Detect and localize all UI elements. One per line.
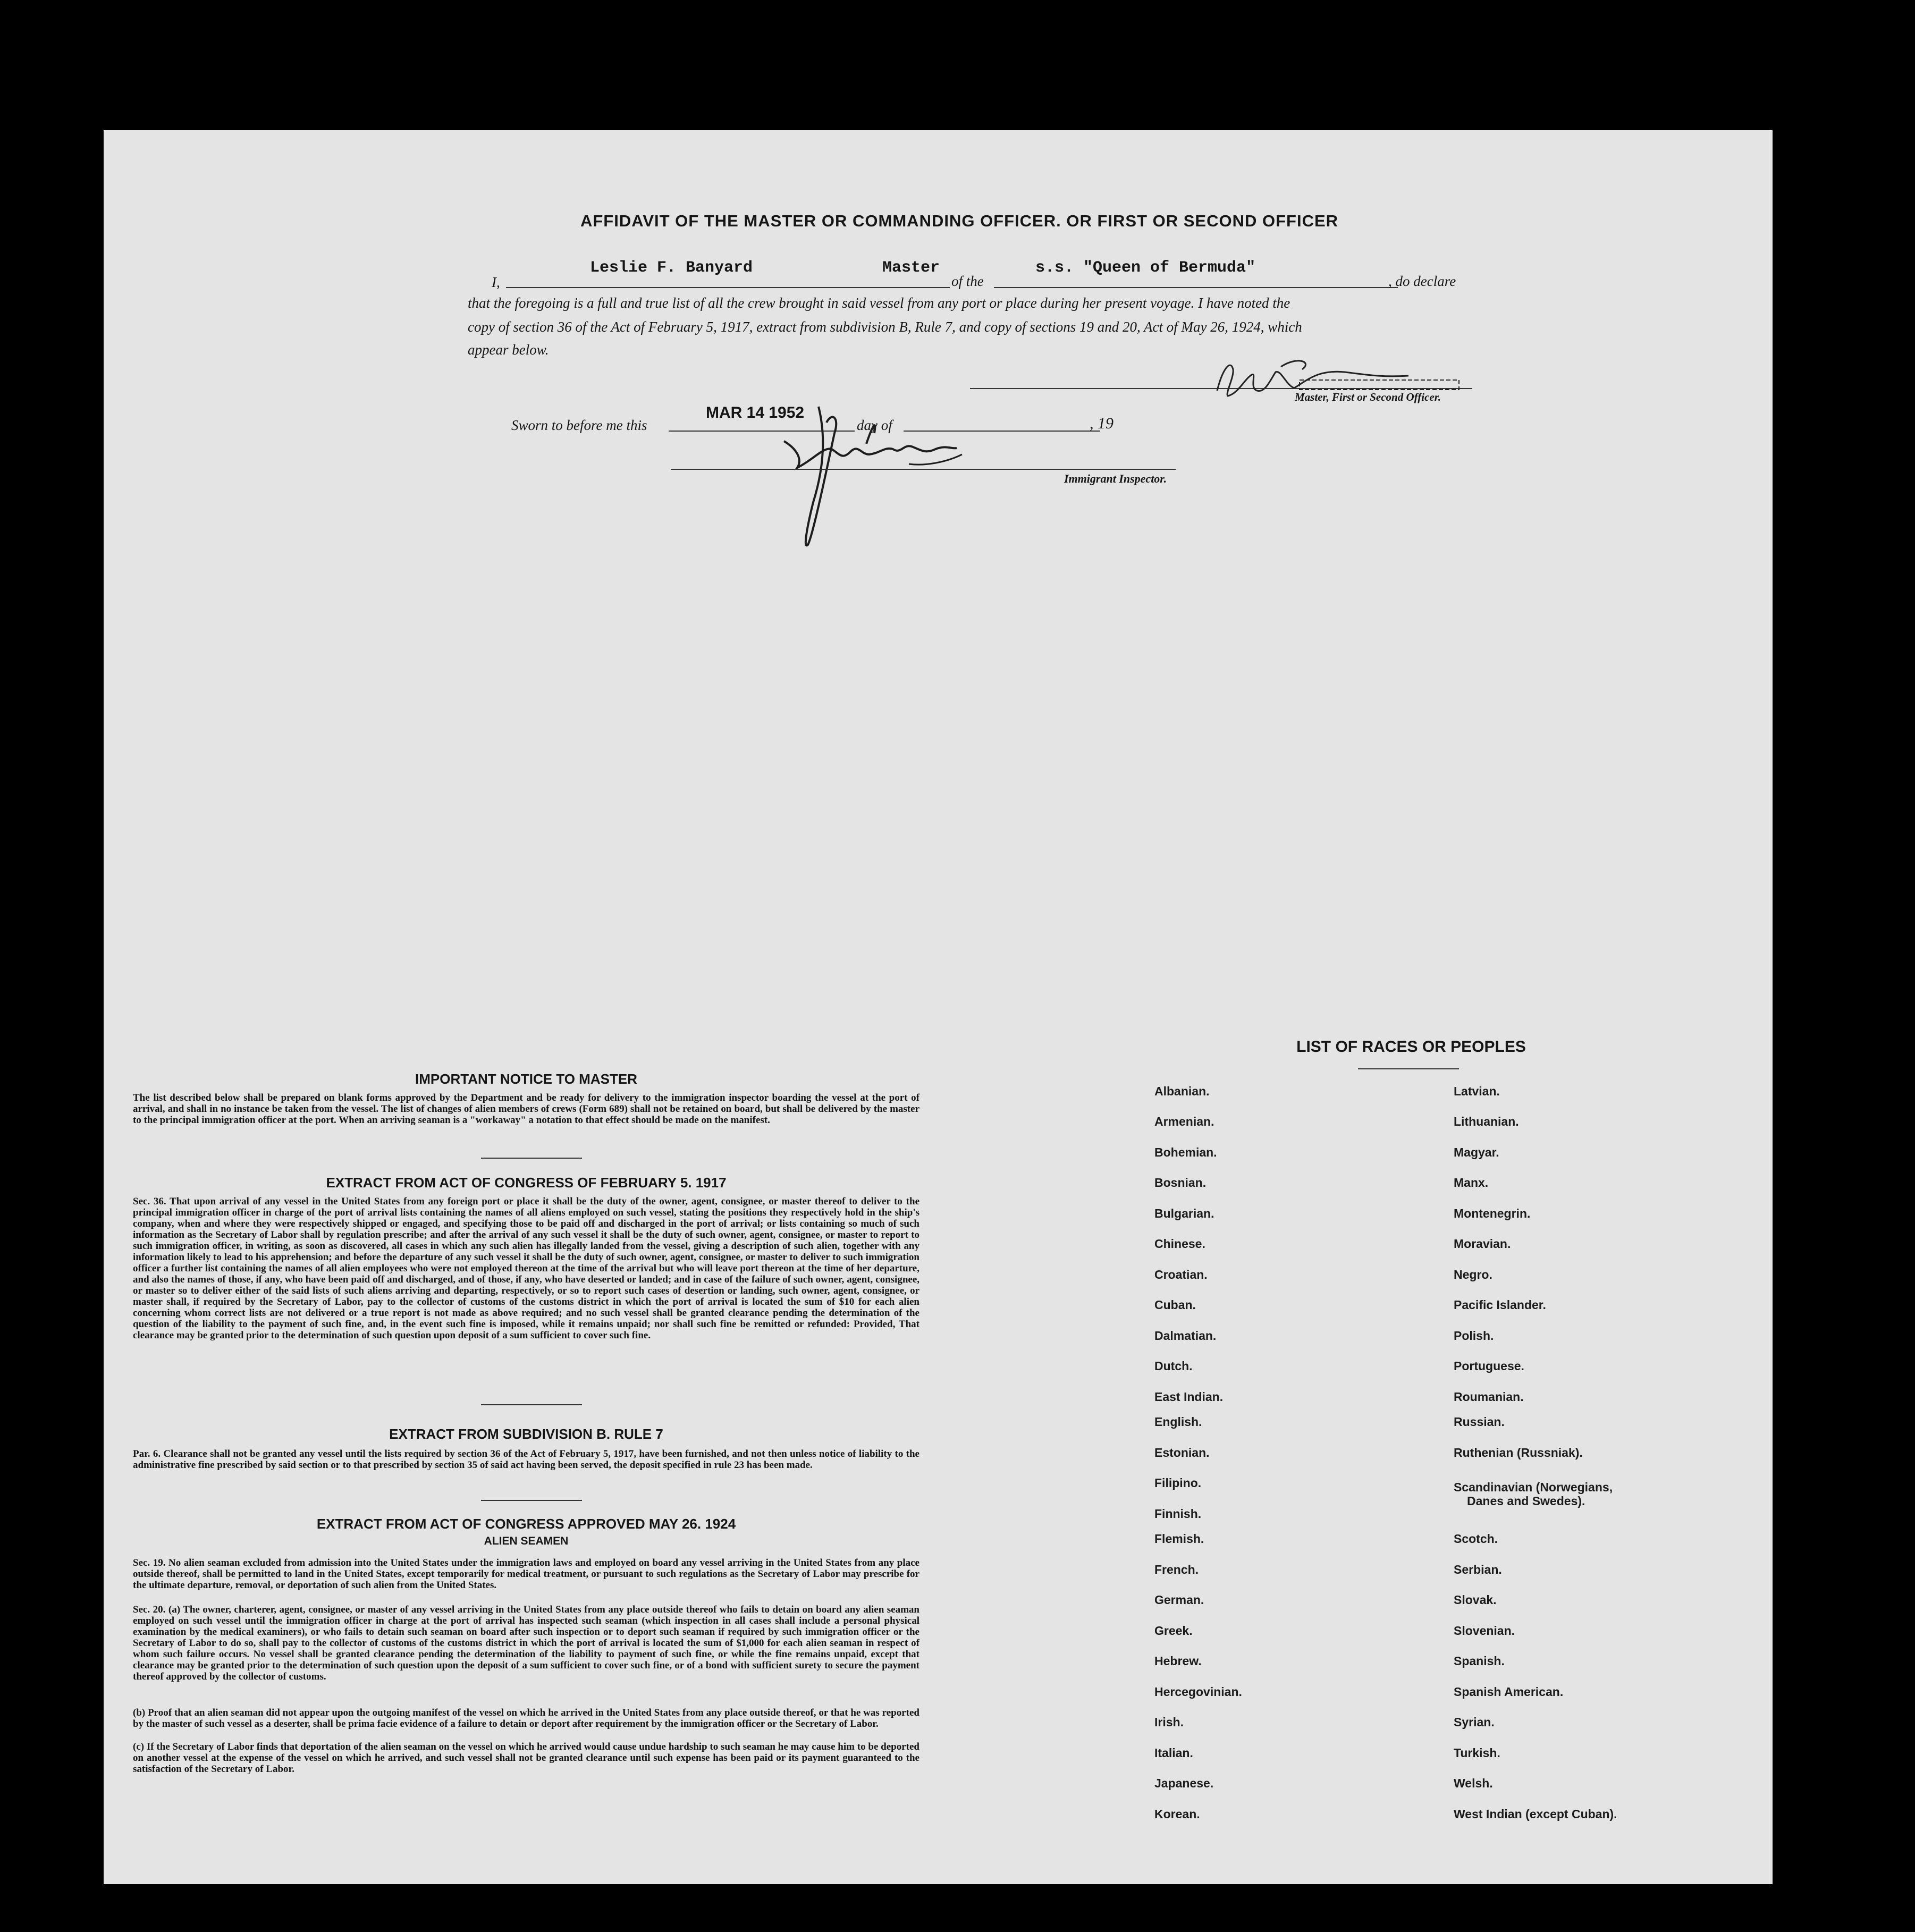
sworn-label: Sworn to before me this bbox=[511, 417, 647, 433]
master-caption: Master, First or Second Officer. bbox=[1295, 391, 1441, 403]
punch-hole bbox=[1832, 1241, 1857, 1266]
race-item: Danes and Swedes). bbox=[1467, 1494, 1585, 1508]
race-item: Irish. bbox=[1154, 1715, 1184, 1729]
race-item: East Indian. bbox=[1154, 1390, 1224, 1404]
race-item: Ruthenian (Russniak). bbox=[1454, 1446, 1583, 1459]
race-item: Manx. bbox=[1454, 1176, 1489, 1189]
affidavit-body-1: that the foregoing is a full and true list of all the crew brought in said vessel from any port or place during her present voyage. I have noted the bbox=[468, 295, 1290, 311]
notice-title: IMPORTANT NOTICE TO MASTER bbox=[415, 1071, 637, 1087]
race-item: Japanese. bbox=[1154, 1776, 1214, 1790]
race-item: Welsh. bbox=[1454, 1776, 1493, 1790]
race-item: French. bbox=[1154, 1563, 1199, 1576]
race-item: Spanish American. bbox=[1454, 1685, 1564, 1699]
race-item: Filipino. bbox=[1154, 1476, 1202, 1490]
race-item: Russian. bbox=[1454, 1415, 1505, 1429]
punch-hole bbox=[1833, 1594, 1858, 1620]
race-item: Syrian. bbox=[1454, 1715, 1495, 1729]
races-title-rule bbox=[1358, 1068, 1459, 1069]
race-item: Bohemian. bbox=[1154, 1145, 1217, 1159]
race-item: Cuban. bbox=[1154, 1298, 1196, 1312]
race-item: Portuguese. bbox=[1454, 1359, 1524, 1373]
punch-hole bbox=[1834, 214, 1859, 239]
race-item: Montenegrin. bbox=[1454, 1207, 1531, 1220]
notice-text: The list described below shall be prepared on blank forms approved by the Department and be ready for delivery to the immigration inspector boarding the vessel at the port of arrival, and shall in no instance be taken from the vessel. The list of changes of alien members of crews (Form 689) shall not be retained on board, but shall be delivered by the master to the principal immigration officer at the port. When an arriving seaman is a "workaway" a notation to that effect should be made on the manifest. bbox=[133, 1092, 919, 1126]
do-declare-label: , do declare bbox=[1388, 273, 1456, 289]
master-rank: Master bbox=[882, 259, 940, 277]
inspector-signature-line bbox=[671, 469, 1176, 470]
vessel-line bbox=[994, 287, 1398, 288]
race-item: West Indian (except Cuban). bbox=[1454, 1807, 1617, 1821]
race-item: Slovenian. bbox=[1454, 1624, 1515, 1638]
race-item: Italian. bbox=[1154, 1746, 1193, 1760]
divider bbox=[481, 1500, 582, 1501]
divider bbox=[481, 1404, 582, 1405]
extract-1917-title: EXTRACT FROM ACT OF CONGRESS OF FEBRUARY 5. 1917 bbox=[326, 1175, 727, 1191]
race-item: Hercegovinian. bbox=[1154, 1685, 1242, 1699]
extract-rule7-text: Par. 6. Clearance shall not be granted any vessel until the lists required by section 36 of the Act of February 5, 1917, have been furnished, and not then unless notice of liability to the administrative fine prescribed by said section or to that prescribed by section 35 of said act having been served, the deposit specified in rule 23 has been made. bbox=[133, 1448, 919, 1471]
race-item: Roumanian. bbox=[1454, 1390, 1524, 1404]
punch-hole bbox=[1832, 1677, 1857, 1703]
race-item: Polish. bbox=[1454, 1329, 1494, 1343]
sworn-date: MAR 14 1952 bbox=[706, 404, 805, 421]
race-item: Moravian. bbox=[1454, 1237, 1511, 1251]
extract-1924-sec20c: (c) If the Secretary of Labor finds that deportation of the alien seaman on the vessel on which he arrived would cause undue hardship to such seaman he may cause him to be deported on another vessel at the expense of the vessel on which he arrived, and such vessel shall not be granted clearance until such expense has been paid or its payment guaranteed to the satisfaction of the Secretary of Labor. bbox=[133, 1741, 919, 1775]
race-item: Finnish. bbox=[1154, 1507, 1202, 1521]
inspector-signature bbox=[733, 396, 1031, 555]
race-item: Turkish. bbox=[1454, 1746, 1500, 1760]
race-item: Greek. bbox=[1154, 1624, 1193, 1638]
race-item: Lithuanian. bbox=[1454, 1115, 1519, 1128]
punch-hole bbox=[1834, 267, 1859, 292]
punch-hole bbox=[1832, 391, 1857, 417]
race-item: Scandinavian (Norwegians, bbox=[1454, 1480, 1613, 1494]
race-item: German. bbox=[1154, 1593, 1204, 1607]
race-item: Dutch. bbox=[1154, 1359, 1193, 1373]
race-item: Magyar. bbox=[1454, 1145, 1499, 1159]
race-item: Pacific Islander. bbox=[1454, 1298, 1546, 1312]
inspector-caption: Immigrant Inspector. bbox=[1064, 472, 1167, 485]
race-item: Serbian. bbox=[1454, 1563, 1502, 1576]
extract-1917-text: Sec. 36. That upon arrival of any vessel in the United States from any foreign port or place it shall be the duty of the owner, agent, consignee, or master thereof to deliver to the principal immigration officer in charge of the port of arrival lists containing the names of all aliens employed on such vessel, stating the positions they respectively hold in the ship's company, when and where they were respectively shipped or engaged, and specifying those to be paid off and discharged in the port of arrival; or lists containing so much of such information as the Secretary of Labor shall by regulation prescribe; and after the arrival of any such vessel it shall be the duty of such owner, agent, consignee, or master to report to such immigration officer, in writing, as soon as discovered, all cases in which any such alien has illegally landed from the vessel, giving a description of such alien, together with any information likely to lead to his apprehension; and before the departure of any such vessel it shall be the duty of such owner, agent, consignee, or master to deliver to such immigration officer a further list containing the names of all alien employees who were not employed thereon at the time of the arrival but who will leave port thereon at the time of her departure, and also the names of those, if any, who have been paid off and discharged, and of those, if any, who have deserted or landed; and in case of the failure of such owner, agent, consignee, or master so to deliver either of the said lists of such aliens arriving and departing, respectively, or so to report such cases of desertion or landing, such owner, agent, consignee, or master shall, if required by the Secretary of Labor, pay to the collector of customs of the customs district in which the port of arrival is located the sum of $10 for each alien concerning whom correct lists are not delivered or a true report is not made as above required; and no such vessel shall be granted clearance pending the determination of the question of the liability to the payment of such fine, and, in the event such fine is imposed, while it remains unpaid; nor shall such fine be remitted or refunded: Provided, That clearance may be granted prior to the determination of such question upon deposit of a sum sufficient to cover such fine. bbox=[133, 1196, 919, 1341]
race-item: English. bbox=[1154, 1415, 1202, 1429]
races-title: LIST OF RACES OR PEOPLES bbox=[1296, 1038, 1526, 1056]
race-item: Latvian. bbox=[1454, 1084, 1500, 1098]
race-item: Armenian. bbox=[1154, 1115, 1214, 1128]
race-item: Chinese. bbox=[1154, 1237, 1205, 1251]
vessel-name: s.s. "Queen of Bermuda" bbox=[1035, 259, 1256, 277]
race-item: Korean. bbox=[1154, 1807, 1200, 1821]
extract-1924-sec19: Sec. 19. No alien seaman excluded from admission into the United States under the immigration laws and employed on board any vessel arriving in the United States from any place outside thereof, shall be permitted to land in the United States, except temporarily for medical treatment, or pursuant to such regulations as the Secretary of Labor may prescribe for the ultimate departure, removal, or deportation of such alien from the United States. bbox=[133, 1557, 919, 1591]
punch-hole bbox=[1832, 1327, 1857, 1352]
race-item: Croatian. bbox=[1154, 1268, 1208, 1281]
race-item: Spanish. bbox=[1454, 1654, 1505, 1668]
race-item: Albanian. bbox=[1154, 1084, 1210, 1098]
prefix-i: I, bbox=[492, 274, 500, 290]
extract-rule7-title: EXTRACT FROM SUBDIVISION B. RULE 7 bbox=[389, 1426, 663, 1442]
race-item: Dalmatian. bbox=[1154, 1329, 1217, 1343]
race-item: Estonian. bbox=[1154, 1446, 1210, 1459]
extract-1924-subtitle: ALIEN SEAMEN bbox=[484, 1535, 569, 1547]
race-item: Slovak. bbox=[1454, 1593, 1497, 1607]
of-the-label: of the bbox=[951, 273, 984, 289]
day-of-label: day of bbox=[857, 417, 892, 433]
extract-1924-sec20b: (b) Proof that an alien seaman did not appear upon the outgoing manifest of the vessel on which he arrived in the United States from any place outside thereof, or that he was reported by the master of such vessel as a deserter, shall be prima facie evidence of a failure to detain or deport after requirement by the immigration officer or the Secretary of Labor. bbox=[133, 1707, 919, 1729]
race-item: Negro. bbox=[1454, 1268, 1492, 1281]
race-item: Scotch. bbox=[1454, 1532, 1498, 1546]
punch-hole bbox=[1828, 306, 1857, 335]
race-item: Flemish. bbox=[1154, 1532, 1204, 1546]
name-line bbox=[506, 287, 950, 288]
affidavit-title: AFFIDAVIT OF THE MASTER OR COMMANDING OFFICER. OR FIRST OR SECOND OFFICER bbox=[580, 212, 1339, 230]
extract-1924-sec20a: Sec. 20. (a) The owner, charterer, agent, consignee, or master of any vessel arriving in the United States from any place outside thereof who fails to detain on board any alien seaman employed on such vessel until the immigration officer in charge at the port of arrival has inspected such seaman (which inspection in all cases shall include a personal physical examination by the medical examiners), or who fails to detain such seaman on board after such inspection or to deport such seaman if required by such immigration officer or the Secretary of Labor to do so, shall pay to the collector of customs of the customs district in which the port of arrival is located the sum of $1,000 for each alien seaman in respect of whom such failure occurs. No vessel shall be granted clearance pending the determination of the liability to payment of such fine, or while the fine remains unpaid, except that clearance may be granted prior to the determination of such question upon the deposit of a sum sufficient to cover such fine, or of a bond with sufficient surety to secure the payment thereof approved by the collector of customs. bbox=[133, 1604, 919, 1682]
master-name: Leslie F. Banyard bbox=[590, 259, 753, 277]
affidavit-body-2: copy of section 36 of the Act of February 5, 1917, extract from subdivision B, Rule 7, and copy of sections 19 and 20, Act of May 26, 1924, which bbox=[468, 319, 1302, 335]
divider bbox=[481, 1158, 582, 1159]
punch-hole bbox=[1830, 743, 1856, 769]
affidavit-body-3: appear below. bbox=[468, 342, 549, 358]
extract-1924-title: EXTRACT FROM ACT OF CONGRESS APPROVED MAY 26. 1924 bbox=[316, 1516, 736, 1532]
year-label: , 19 bbox=[1090, 415, 1113, 432]
punch-hole bbox=[1828, 653, 1854, 678]
race-item: Hebrew. bbox=[1154, 1654, 1202, 1668]
race-item: Bosnian. bbox=[1154, 1176, 1207, 1189]
race-item: Bulgarian. bbox=[1154, 1207, 1214, 1220]
